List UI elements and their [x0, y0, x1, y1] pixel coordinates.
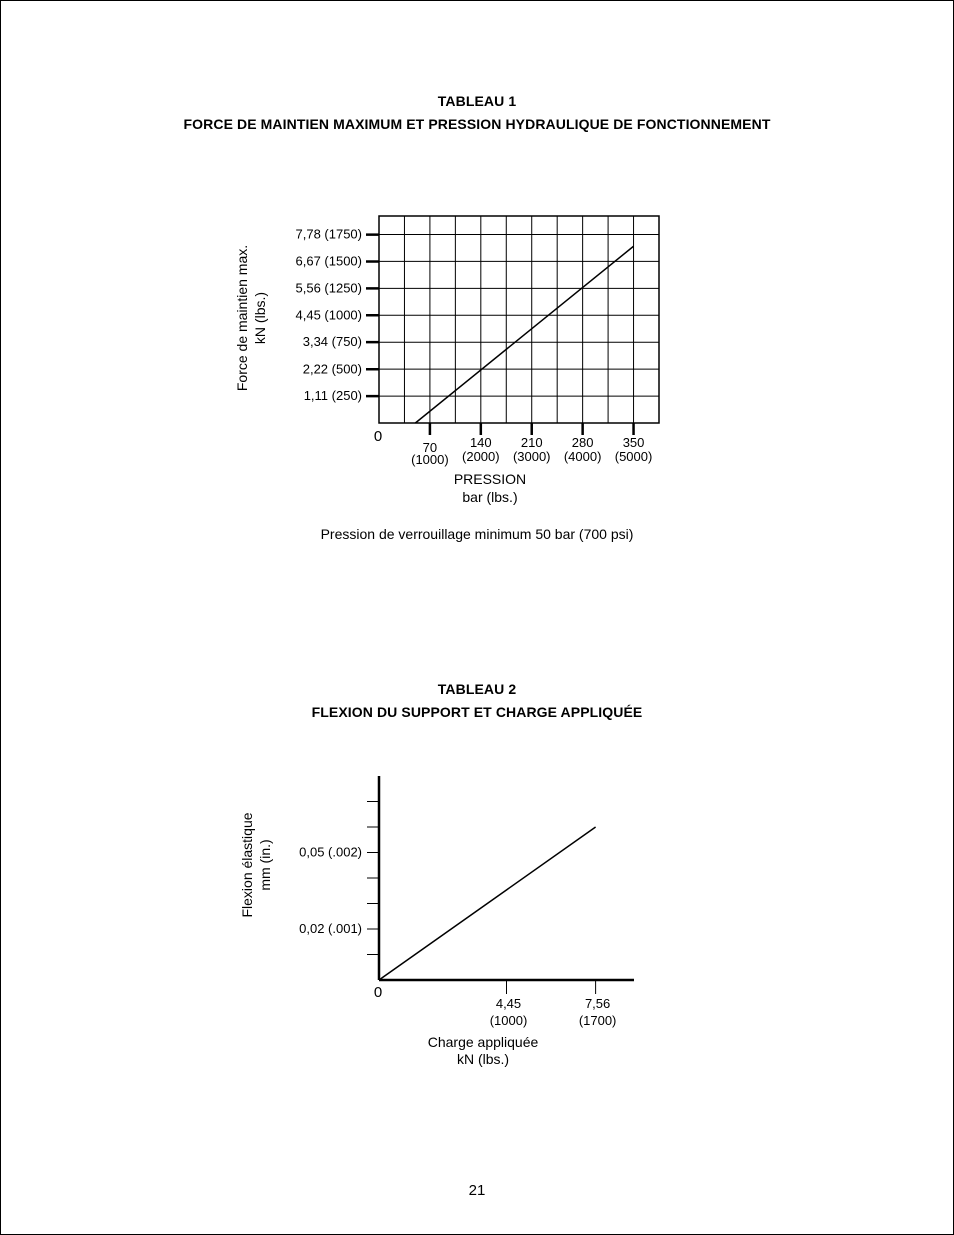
chart1-label: TABLEAU 1 — [437, 93, 517, 109]
x-axis-title: bar (lbs.) — [462, 489, 518, 505]
x-tick-label: 4,45 — [495, 996, 522, 1011]
x-tick-label: 350 — [622, 435, 645, 450]
x-axis-title: PRESSION — [453, 471, 527, 487]
y-axis-title: kN (lbs.) — [252, 291, 268, 345]
y-tick-label: 7,78 (1750) — [295, 226, 362, 242]
y-axis-title: Flexion élastique — [239, 812, 255, 918]
page-number: 21 — [468, 1182, 486, 1199]
series-line — [379, 827, 596, 980]
y-tick-label: 3,34 (750) — [302, 334, 362, 350]
x-tick-label: 210 — [520, 435, 543, 450]
x-tick-label: (2000) — [462, 449, 500, 464]
x-axis-title: kN (lbs.) — [456, 1051, 510, 1067]
y-tick-label: 0,02 (.001) — [299, 921, 362, 936]
x-tick-label: 280 — [571, 435, 594, 450]
x-tick-label: 7,56 — [584, 996, 611, 1011]
y-axis-title: mm (in.) — [257, 839, 273, 891]
chart2-label: TABLEAU 2 — [437, 681, 517, 697]
y-tick-label: 2,22 (500) — [302, 361, 362, 377]
origin-label: 0 — [373, 984, 383, 1001]
x-tick-label: (4000) — [563, 449, 602, 464]
x-tick-label: (1000) — [411, 452, 449, 467]
x-tick-label: (1700) — [578, 1013, 617, 1028]
y-tick-label: 1,11 (250) — [303, 388, 362, 404]
y-tick-label: 5,56 (1250) — [295, 280, 362, 296]
chart1-note: Pression de verrouillage minimum 50 bar (700 psi) — [320, 526, 634, 542]
y-tick-label: 0,05 (.002) — [299, 844, 362, 860]
x-tick-label: (5000) — [614, 449, 653, 464]
x-tick-label: (1000) — [489, 1013, 528, 1028]
x-tick-label: 70 — [422, 440, 438, 455]
x-tick-label: 140 — [469, 435, 492, 450]
origin-label: 0 — [373, 428, 383, 445]
y-tick-label: 6,67 (1500) — [295, 253, 362, 269]
x-tick-label: (3000) — [512, 449, 551, 464]
y-axis-title: Force de maintien max. — [234, 244, 250, 392]
y-tick-label: 4,45 (1000) — [295, 307, 362, 323]
x-axis-title: Charge appliquée — [427, 1034, 539, 1050]
chart1-title: FORCE DE MAINTIEN MAXIMUM ET PRESSION HYDRAULIQUE DE FONCTIONNEMENT — [183, 116, 771, 132]
chart2-title: FLEXION DU SUPPORT ET CHARGE APPLIQUÉE — [311, 704, 643, 720]
